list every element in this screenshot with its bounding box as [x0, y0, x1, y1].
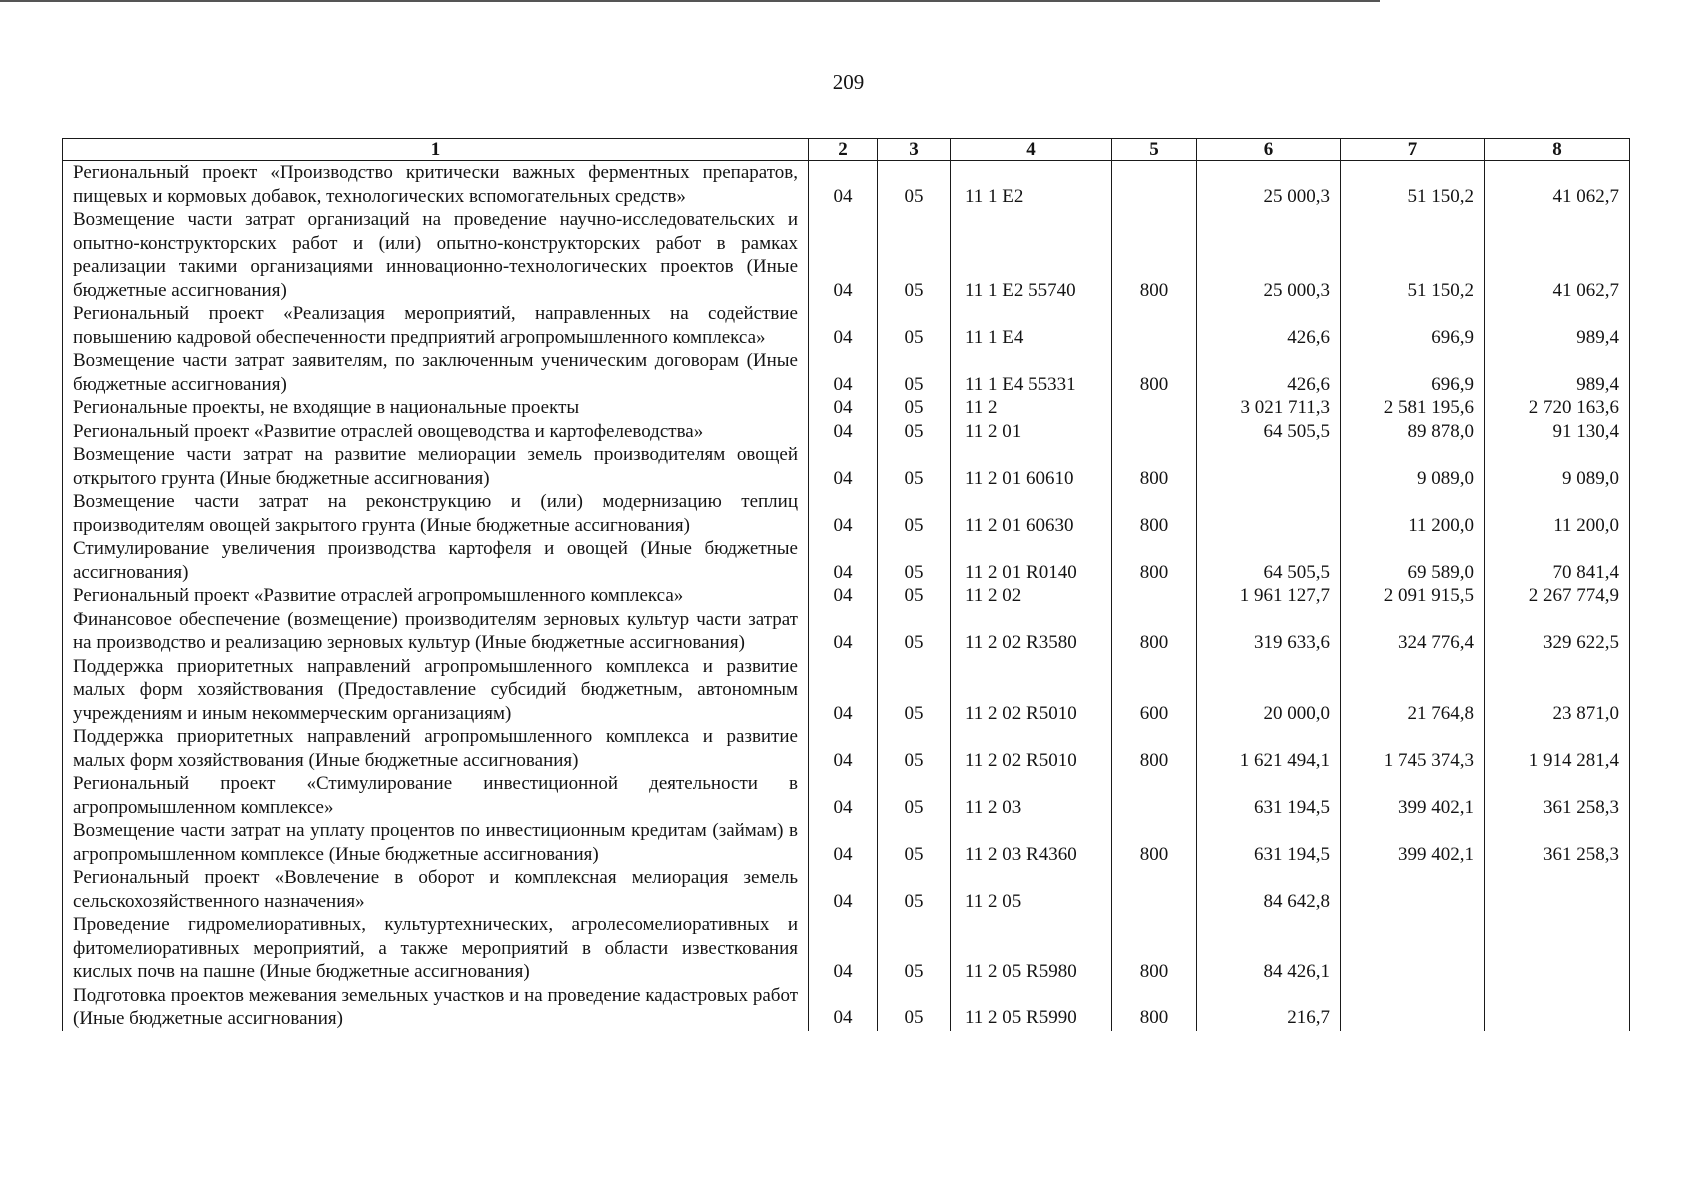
target-article-code: 11 2 03 [951, 772, 1112, 819]
amount-col-6: 1 621 494,1 [1197, 725, 1341, 772]
header-row [63, 139, 1630, 161]
expense-type-code: 800 [1112, 608, 1197, 655]
target-article-code: 11 1 E4 [951, 302, 1112, 349]
amount-col-7: 696,9 [1341, 302, 1485, 349]
amount-col-8 [1485, 866, 1630, 913]
amount-col-7 [1341, 866, 1485, 913]
row-description: Региональные проекты, не входящие в национальные проекты [63, 396, 809, 420]
target-article-code: 11 2 05 R5980 [951, 913, 1112, 984]
amount-col-6: 25 000,3 [1197, 208, 1341, 302]
column-header-1: 1 [63, 139, 809, 161]
amount-col-8: 2 267 774,9 [1485, 584, 1630, 608]
amount-col-7: 51 150,2 [1341, 161, 1485, 209]
expense-type-code [1112, 420, 1197, 444]
amount-col-8: 361 258,3 [1485, 819, 1630, 866]
expense-type-code: 800 [1112, 819, 1197, 866]
expense-type-code [1112, 302, 1197, 349]
row-description: Подготовка проектов межевания земельных участков и на проведение кадастровых работ (Иные бюджетные ассигнования) [63, 984, 809, 1031]
subsection-code: 05 [878, 725, 951, 772]
amount-col-7: 324 776,4 [1341, 608, 1485, 655]
target-article-code: 11 2 05 [951, 866, 1112, 913]
amount-col-7: 696,9 [1341, 349, 1485, 396]
table-row [63, 584, 1630, 608]
section-code: 04 [809, 608, 878, 655]
amount-col-8: 2 720 163,6 [1485, 396, 1630, 420]
row-description: Стимулирование увеличения производства картофеля и овощей (Иные бюджетные ассигнования) [63, 537, 809, 584]
row-description: Финансовое обеспечение (возмещение) производителям зерновых культур части затрат на производство и реализацию зерновых культур (Иные бюджетные ассигнования) [63, 608, 809, 655]
row-description: Поддержка приоритетных направлений агропромышленного комплекса и развитие малых форм хозяйствования (Предоставление субсидий бюджетным, автономным учреждениям и иным некоммерческим организациям) [63, 655, 809, 726]
expense-type-code: 800 [1112, 208, 1197, 302]
target-article-code: 11 2 [951, 396, 1112, 420]
row-description: Проведение гидромелиоративных, культуртехнических, агролесомелиоративных и фитомелиоративных мероприятий, а также мероприятий в области известкования кислых почв на пашне (Иные бюджетные ассигнования) [63, 913, 809, 984]
table-row [63, 772, 1630, 819]
expense-type-code: 600 [1112, 655, 1197, 726]
target-article-code: 11 2 01 60610 [951, 443, 1112, 490]
section-code: 04 [809, 490, 878, 537]
amount-col-6: 64 505,5 [1197, 537, 1341, 584]
amount-col-6: 631 194,5 [1197, 819, 1341, 866]
amount-col-8: 989,4 [1485, 302, 1630, 349]
expense-type-code: 800 [1112, 349, 1197, 396]
target-article-code: 11 2 01 [951, 420, 1112, 444]
expense-type-code [1112, 866, 1197, 913]
table-row [63, 913, 1630, 984]
expense-type-code: 800 [1112, 490, 1197, 537]
top-rule [0, 0, 1380, 2]
target-article-code: 11 1 E2 55740 [951, 208, 1112, 302]
subsection-code: 05 [878, 161, 951, 209]
section-code: 04 [809, 725, 878, 772]
column-header-5: 5 [1112, 139, 1197, 161]
table-row [63, 302, 1630, 349]
target-article-code: 11 2 02 R3580 [951, 608, 1112, 655]
target-article-code: 11 2 02 R5010 [951, 725, 1112, 772]
row-description: Региональный проект «Производство критически важных ферментных препаратов, пищевых и кормовых добавок, технологических вспомогательных средств» [63, 161, 809, 209]
amount-col-7: 399 402,1 [1341, 819, 1485, 866]
column-header-4: 4 [951, 139, 1112, 161]
amount-col-6: 84 642,8 [1197, 866, 1341, 913]
amount-col-7: 2 581 195,6 [1341, 396, 1485, 420]
amount-col-7 [1341, 984, 1485, 1031]
budget-table [62, 138, 1630, 1031]
subsection-code: 05 [878, 208, 951, 302]
target-article-code: 11 2 01 60630 [951, 490, 1112, 537]
amount-col-6: 426,6 [1197, 302, 1341, 349]
table-row [63, 208, 1630, 302]
column-header-3: 3 [878, 139, 951, 161]
amount-col-6: 20 000,0 [1197, 655, 1341, 726]
amount-col-8: 11 200,0 [1485, 490, 1630, 537]
subsection-code: 05 [878, 655, 951, 726]
amount-col-8: 41 062,7 [1485, 208, 1630, 302]
subsection-code: 05 [878, 490, 951, 537]
amount-col-7: 89 878,0 [1341, 420, 1485, 444]
target-article-code: 11 1 E4 55331 [951, 349, 1112, 396]
section-code: 04 [809, 208, 878, 302]
target-article-code: 11 1 E2 [951, 161, 1112, 209]
row-description: Возмещение части затрат на уплату процентов по инвестиционным кредитам (займам) в агропромышленном комплексе (Иные бюджетные ассигнования) [63, 819, 809, 866]
section-code: 04 [809, 866, 878, 913]
amount-col-8 [1485, 913, 1630, 984]
amount-col-8: 9 089,0 [1485, 443, 1630, 490]
table-row [63, 396, 1630, 420]
expense-type-code [1112, 772, 1197, 819]
amount-col-7 [1341, 913, 1485, 984]
amount-col-6 [1197, 443, 1341, 490]
subsection-code: 05 [878, 772, 951, 819]
expense-type-code: 800 [1112, 537, 1197, 584]
column-header-2: 2 [809, 139, 878, 161]
row-description: Возмещение части затрат на реконструкцию и (или) модернизацию теплиц производителям овощей закрытого грунта (Иные бюджетные ассигнования) [63, 490, 809, 537]
table-row [63, 655, 1630, 726]
row-description: Возмещение части затрат на развитие мелиорации земель производителям овощей открытого грунта (Иные бюджетные ассигнования) [63, 443, 809, 490]
amount-col-6: 631 194,5 [1197, 772, 1341, 819]
section-code: 04 [809, 537, 878, 584]
section-code: 04 [809, 655, 878, 726]
table-row [63, 490, 1630, 537]
row-description: Региональный проект «Реализация мероприятий, направленных на содействие повышению кадровой обеспеченности предприятий агропромышленного комплекса» [63, 302, 809, 349]
subsection-code: 05 [878, 396, 951, 420]
section-code: 04 [809, 819, 878, 866]
subsection-code: 05 [878, 984, 951, 1031]
amount-col-8 [1485, 984, 1630, 1031]
section-code: 04 [809, 443, 878, 490]
subsection-code: 05 [878, 819, 951, 866]
target-article-code: 11 2 02 [951, 584, 1112, 608]
amount-col-8: 329 622,5 [1485, 608, 1630, 655]
row-description: Поддержка приоритетных направлений агропромышленного комплекса и развитие малых форм хозяйствования (Иные бюджетные ассигнования) [63, 725, 809, 772]
table-body [63, 161, 1630, 1031]
section-code: 04 [809, 420, 878, 444]
table-row [63, 984, 1630, 1031]
table-row [63, 420, 1630, 444]
amount-col-7: 399 402,1 [1341, 772, 1485, 819]
column-header-8: 8 [1485, 139, 1630, 161]
subsection-code: 05 [878, 866, 951, 913]
table-row [63, 725, 1630, 772]
table-row [63, 608, 1630, 655]
subsection-code: 05 [878, 537, 951, 584]
target-article-code: 11 2 02 R5010 [951, 655, 1112, 726]
table-row [63, 866, 1630, 913]
table-row [63, 349, 1630, 396]
subsection-code: 05 [878, 349, 951, 396]
amount-col-7: 51 150,2 [1341, 208, 1485, 302]
subsection-code: 05 [878, 584, 951, 608]
target-article-code: 11 2 03 R4360 [951, 819, 1112, 866]
table-row [63, 537, 1630, 584]
amount-col-7: 9 089,0 [1341, 443, 1485, 490]
amount-col-6: 64 505,5 [1197, 420, 1341, 444]
expense-type-code: 800 [1112, 913, 1197, 984]
target-article-code: 11 2 01 R0140 [951, 537, 1112, 584]
section-code: 04 [809, 984, 878, 1031]
amount-col-6: 3 021 711,3 [1197, 396, 1341, 420]
section-code: 04 [809, 772, 878, 819]
amount-col-6: 216,7 [1197, 984, 1341, 1031]
row-description: Региональный проект «Стимулирование инвестиционной деятельности в агропромышленном комплексе» [63, 772, 809, 819]
table-row [63, 161, 1630, 209]
section-code: 04 [809, 913, 878, 984]
amount-col-6: 84 426,1 [1197, 913, 1341, 984]
subsection-code: 05 [878, 420, 951, 444]
page-number: 209 [832, 70, 865, 94]
table-row [63, 443, 1630, 490]
row-description: Возмещение части затрат организаций на проведение научно-исследовательских и опытно-конструкторских работ и (или) опытно-конструкторских работ в рамках реализации такими организациями инновационно-технологических проектов (Иные бюджетные ассигнования) [63, 208, 809, 302]
amount-col-8: 989,4 [1485, 349, 1630, 396]
row-description: Региональный проект «Развитие отраслей агропромышленного комплекса» [63, 584, 809, 608]
subsection-code: 05 [878, 913, 951, 984]
expense-type-code [1112, 396, 1197, 420]
amount-col-7: 1 745 374,3 [1341, 725, 1485, 772]
row-description: Региональный проект «Вовлечение в оборот и комплексная мелиорация земель сельскохозяйственного назначения» [63, 866, 809, 913]
amount-col-7: 2 091 915,5 [1341, 584, 1485, 608]
row-description: Региональный проект «Развитие отраслей овощеводства и картофелеводства» [63, 420, 809, 444]
column-header-6: 6 [1197, 139, 1341, 161]
amount-col-8: 361 258,3 [1485, 772, 1630, 819]
expense-type-code [1112, 584, 1197, 608]
target-article-code: 11 2 05 R5990 [951, 984, 1112, 1031]
amount-col-8: 41 062,7 [1485, 161, 1630, 209]
column-header-7: 7 [1341, 139, 1485, 161]
section-code: 04 [809, 349, 878, 396]
section-code: 04 [809, 302, 878, 349]
expense-type-code: 800 [1112, 725, 1197, 772]
amount-col-8: 1 914 281,4 [1485, 725, 1630, 772]
row-description: Возмещение части затрат заявителям, по заключенным ученическим договорам (Иные бюджетные ассигнования) [63, 349, 809, 396]
amount-col-8: 70 841,4 [1485, 537, 1630, 584]
section-code: 04 [809, 161, 878, 209]
amount-col-6: 426,6 [1197, 349, 1341, 396]
section-code: 04 [809, 584, 878, 608]
amount-col-7: 21 764,8 [1341, 655, 1485, 726]
subsection-code: 05 [878, 443, 951, 490]
amount-col-8: 91 130,4 [1485, 420, 1630, 444]
amount-col-6: 25 000,3 [1197, 161, 1341, 209]
expense-type-code: 800 [1112, 984, 1197, 1031]
amount-col-8: 23 871,0 [1485, 655, 1630, 726]
section-code: 04 [809, 396, 878, 420]
subsection-code: 05 [878, 608, 951, 655]
amount-col-6 [1197, 490, 1341, 537]
amount-col-7: 69 589,0 [1341, 537, 1485, 584]
amount-col-6: 1 961 127,7 [1197, 584, 1341, 608]
amount-col-6: 319 633,6 [1197, 608, 1341, 655]
table-row [63, 819, 1630, 866]
expense-type-code [1112, 161, 1197, 209]
amount-col-7: 11 200,0 [1341, 490, 1485, 537]
expense-type-code: 800 [1112, 443, 1197, 490]
subsection-code: 05 [878, 302, 951, 349]
